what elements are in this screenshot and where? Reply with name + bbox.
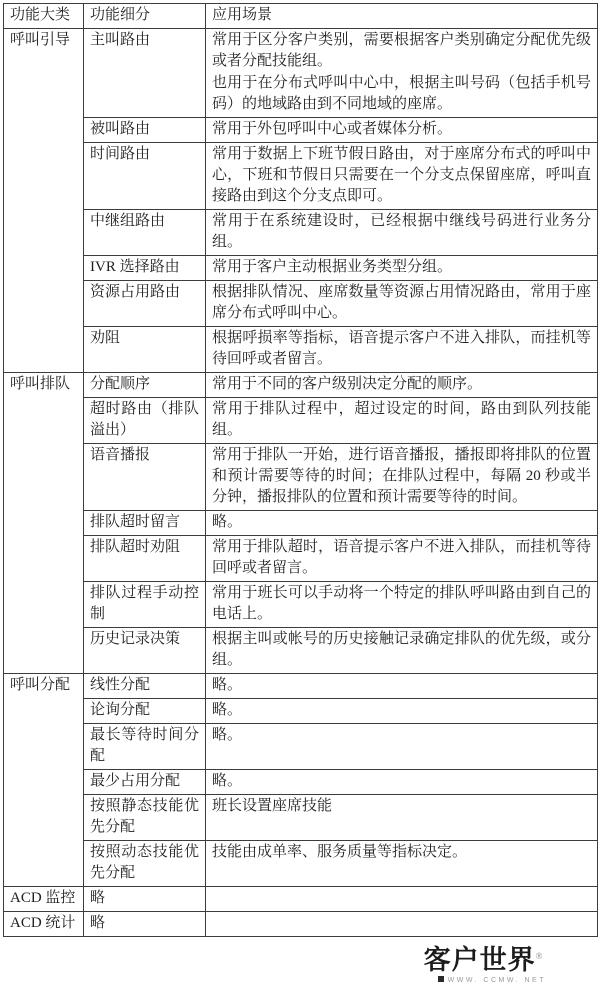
category-cell: ACD 统计	[4, 912, 84, 937]
watermark-logo-text: 客户世界	[423, 945, 536, 975]
scenario-paragraph: 略。	[212, 773, 243, 789]
col-header-scenario: 应用场景	[206, 4, 598, 29]
scenario-paragraph: 略。	[212, 702, 243, 718]
scenario-cell	[206, 511, 598, 536]
scenario-paragraph: 也用于在分布式呼叫中心中，根据主叫号码（包括手机号码）的地域路由到不同地域的座席。	[212, 75, 591, 112]
table-row	[4, 674, 598, 699]
subdivision-cell: 排队超时劝阻	[84, 536, 206, 582]
subdivision-cell: 被叫路由	[84, 118, 206, 143]
scenario-paragraph: 常用于在系统建设时，已经根据中继线号码进行业务分组。	[212, 213, 591, 250]
table-row	[4, 887, 598, 912]
table-row	[4, 210, 598, 256]
category-cell: ACD 监控	[4, 887, 84, 912]
subdivision-cell: 排队超时留言	[84, 511, 206, 536]
table-row	[4, 770, 598, 795]
subdivision-cell: 最长等待时间分配	[84, 724, 206, 770]
subdivision-cell: 超时路由（排队溢出）	[84, 398, 206, 444]
table-row	[4, 582, 598, 628]
table-row	[4, 256, 598, 281]
subdivision-cell: 论询分配	[84, 699, 206, 724]
scenario-cell	[206, 699, 598, 724]
table-row	[4, 841, 598, 887]
scenario-paragraph: 常用于客户主动根据业务类型分组。	[212, 259, 453, 275]
category-cell: 呼叫分配	[4, 674, 84, 887]
subdivision-cell: IVR 选择路由	[84, 256, 206, 281]
subdivision-cell: 线性分配	[84, 674, 206, 699]
scenario-cell	[206, 582, 598, 628]
table-row	[4, 724, 598, 770]
subdivision-cell: 劝阻	[84, 327, 206, 373]
table-row	[4, 281, 598, 327]
scenario-paragraph: 常用于区分客户类别，需要根据客户类别确定分配优先级或者分配技能组。	[212, 32, 591, 69]
scenario-cell	[206, 887, 598, 912]
scenario-cell	[206, 770, 598, 795]
subdivision-cell: 历史记录决策	[84, 628, 206, 674]
table-row	[4, 327, 598, 373]
scenario-paragraph: 根据主叫或帐号的历史接触记录确定排队的优先级，或分组。	[212, 631, 591, 668]
scenario-paragraph: 略。	[212, 514, 243, 530]
subdivision-cell: 略	[84, 912, 206, 937]
table-row	[4, 29, 598, 118]
subdivision-cell: 分配顺序	[84, 373, 206, 398]
scenario-cell	[206, 674, 598, 699]
scenario-paragraph: 技能由成单率、服务质量等指标决定。	[212, 844, 468, 860]
table-row	[4, 511, 598, 536]
watermark-url-text: WWW. CCMW. NET	[424, 976, 546, 984]
subdivision-cell: 中继组路由	[84, 210, 206, 256]
subdivision-cell: 略	[84, 887, 206, 912]
scenario-paragraph: 常用于班长可以手动将一个特定的排队呼叫路由到自己的电话上。	[212, 585, 591, 622]
scenario-paragraph: 根据排队情况、座席数量等资源占用情况路由，常用于座席分布式呼叫中心。	[212, 284, 591, 321]
subdivision-cell: 资源占用路由	[84, 281, 206, 327]
scenario-cell	[206, 118, 598, 143]
table-row	[4, 143, 598, 210]
subdivision-cell: 按照静态技能优先分配	[84, 795, 206, 841]
scenario-cell	[206, 628, 598, 674]
col-header-subdivision: 功能细分	[84, 4, 206, 29]
category-cell: 呼叫排队	[4, 373, 84, 674]
scenario-paragraph: 班长设置座席技能	[212, 798, 333, 814]
scenario-paragraph: 常用于不同的客户级别决定分配的顺序。	[212, 376, 483, 392]
scenario-paragraph: 根据呼损率等指标，语音提示客户不进入排队，而挂机等待回呼或者留言。	[212, 330, 591, 367]
scenario-paragraph: 常用于数据上下班节假日路由，对于座席分布式的呼叫中心，下班和节假日只需要在一个分支点保留座席，呼叫直接路由到这个分支点即可。	[212, 146, 591, 204]
table-row	[4, 699, 598, 724]
scenario-cell	[206, 373, 598, 398]
subdivision-cell: 时间路由	[84, 143, 206, 210]
table-row	[4, 795, 598, 841]
scenario-cell	[206, 444, 598, 511]
scenario-cell	[206, 795, 598, 841]
watermark-logo-line	[424, 947, 546, 974]
scenario-cell	[206, 210, 598, 256]
feature-table	[3, 3, 598, 937]
scenario-paragraph: 常用于排队过程中，超过设定的时间，路由到队列技能组。	[212, 401, 591, 438]
subdivision-cell: 语音播报	[84, 444, 206, 511]
table-row	[4, 398, 598, 444]
scenario-cell	[206, 143, 598, 210]
scenario-cell	[206, 398, 598, 444]
scenario-paragraph: 常用于排队超时，语音提示客户不进入排队，而挂机等待回呼或者留言。	[212, 539, 591, 576]
scenario-cell	[206, 256, 598, 281]
scenario-cell	[206, 841, 598, 887]
subdivision-cell: 按照动态技能优先分配	[84, 841, 206, 887]
table-row	[4, 373, 598, 398]
scenario-paragraph: 略。	[212, 727, 243, 743]
scenario-paragraph: 常用于外包呼叫中心或者媒体分析。	[212, 121, 453, 137]
registered-trademark-icon: ®	[535, 951, 544, 961]
watermark-logo	[424, 947, 546, 984]
scenario-cell	[206, 29, 598, 118]
subdivision-cell: 主叫路由	[84, 29, 206, 118]
table-row	[4, 628, 598, 674]
col-header-category: 功能大类	[4, 4, 84, 29]
header-row	[4, 4, 598, 29]
scenario-paragraph: 常用于排队一开始，进行语音播报，播报即将排队的位置和预计需要等待的时间；在排队过程中，每隔 20 秒或半分钟，播报排队的位置和预计需要等待的时间。	[212, 447, 591, 505]
scenario-cell	[206, 536, 598, 582]
table-row	[4, 912, 598, 937]
scenario-cell	[206, 724, 598, 770]
category-cell: 呼叫引导	[4, 29, 84, 373]
table-row	[4, 444, 598, 511]
scenario-paragraph: 略。	[212, 677, 243, 693]
scenario-cell	[206, 281, 598, 327]
scenario-cell	[206, 327, 598, 373]
subdivision-cell: 排队过程手动控制	[84, 582, 206, 628]
table-row	[4, 536, 598, 582]
table-row	[4, 118, 598, 143]
scenario-cell	[206, 912, 598, 937]
subdivision-cell: 最少占用分配	[84, 770, 206, 795]
